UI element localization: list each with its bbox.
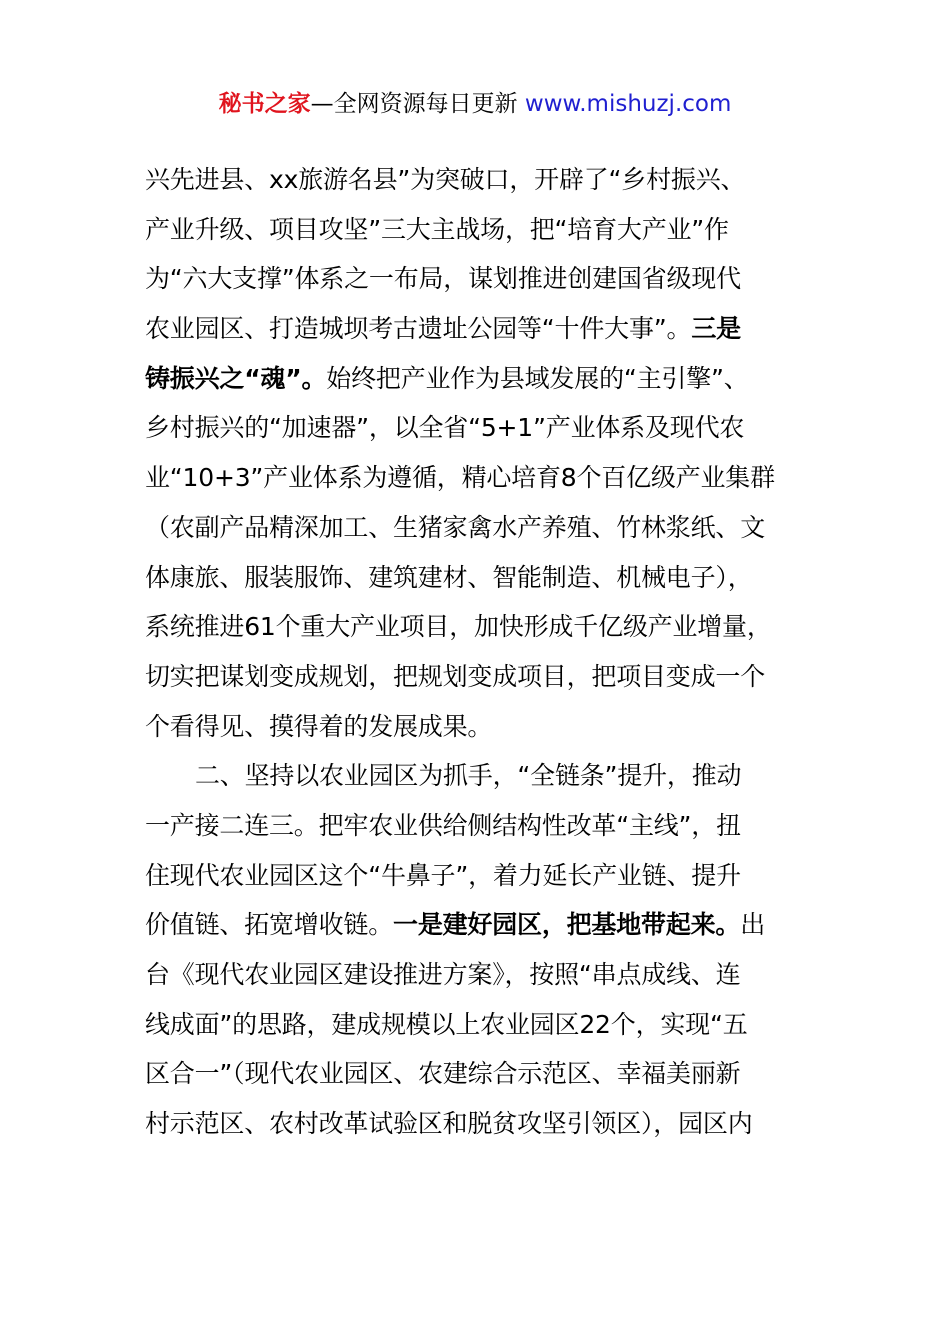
text-line: 系统推进61个重大产业项目，加快形成千亿级产业增量， — [145, 612, 772, 642]
text-line: 为“六大支撑”体系之一布局，谋划推进创建国省级现代 — [145, 264, 741, 294]
text-line: 个看得见、摸得着的发展成果。 — [145, 711, 493, 741]
text-line: （农副产品精深加工、生猪家禽水产养殖、竹林浆纸、文 — [145, 512, 766, 542]
text-line: 村示范区、农村改革试验区和脱贫攻坚引领区），园区内 — [145, 1109, 753, 1139]
document-body — [145, 155, 817, 1149]
site-url-link[interactable]: www.mishuzj.com — [524, 91, 732, 117]
brand-name: 秘书之家 — [218, 91, 311, 117]
paragraph-heading-line: 二、坚持以农业园区为抓手，“全链条”提升，推动 — [195, 761, 742, 791]
text-line — [145, 354, 817, 404]
text-line — [145, 304, 817, 354]
bold-heading-run: 一是建好园区，把基地带起来。 — [393, 910, 741, 940]
text-line: 体康旅、服装服饰、建筑建材、智能制造、机械电子）， — [145, 562, 753, 592]
text-line: 乡村振兴的“加速器”，以全省“5+1”产业体系及现代农 — [145, 413, 745, 443]
text-line: 切实把谋划变成规划，把规划变成项目，把项目变成一个 — [145, 661, 766, 691]
text-line — [145, 900, 817, 950]
site-header — [0, 86, 950, 122]
bold-heading-run: 铸振兴之“魂”。 — [145, 363, 327, 393]
text-line: 台《现代农业园区建设推进方案》，按照“串点成线、连 — [145, 960, 741, 989]
text-line: 产业升级、项目攻坚”三大主战场，把“培育大产业”作 — [145, 214, 729, 244]
bold-heading-run: 三是 — [691, 314, 741, 344]
text-line: 线成面”的思路，建成规模以上农业园区22个，实现“五 — [145, 1009, 748, 1039]
text-run: 价值链、拓宽增收链。 — [145, 910, 394, 940]
text-line: 业“10+3”产业体系为遵循，精心培育8个百亿级产业集群 — [145, 463, 775, 493]
text-line: 住现代农业园区这个“牛鼻子”，着力延长产业链、提升 — [145, 860, 741, 890]
header-tagline: —全网资源每日更新 — [310, 91, 525, 117]
text-line: 区合一”（现代农业园区、农建综合示范区、幸福美丽新 — [145, 1059, 741, 1089]
text-run: 出 — [740, 910, 766, 940]
text-line: 兴先进县、xx旅游名县”为突破口，开辟了“乡村振兴、 — [145, 165, 746, 194]
text-run: 始终把产业作为县域发展的“主引擎”、 — [326, 363, 749, 393]
text-run: 农业园区、打造城坝考古遗址公园等“十件大事”。 — [145, 314, 692, 344]
text-line: 一产接二连三。把牢农业供给侧结构性改革“主线”，扭 — [145, 810, 741, 840]
